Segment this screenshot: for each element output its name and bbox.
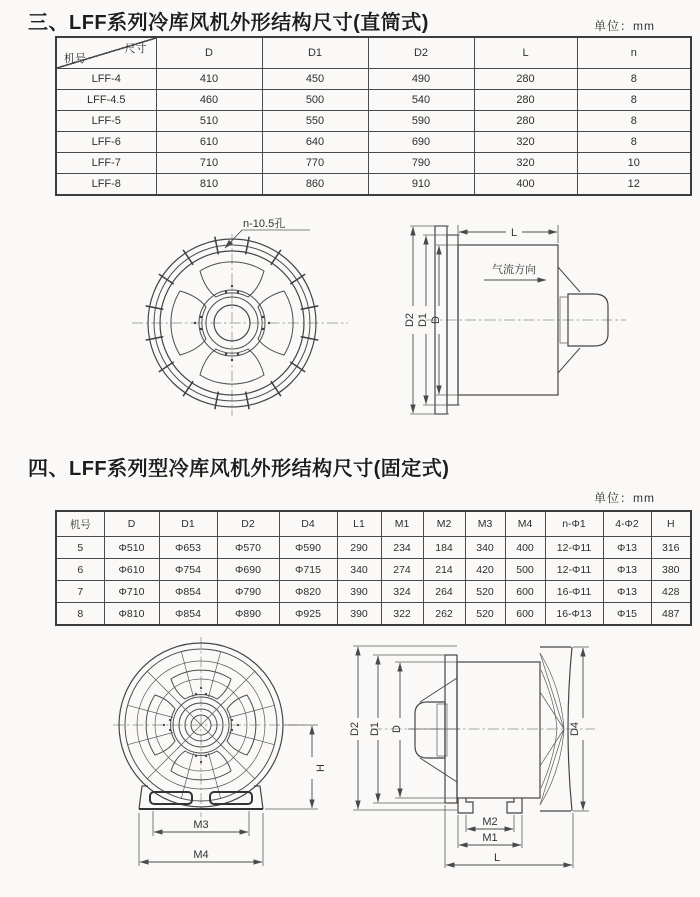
table-cell: 12-Φ11	[545, 559, 603, 581]
column-header: n	[577, 37, 691, 69]
table-cell: Φ13	[603, 559, 651, 581]
table-row	[56, 132, 691, 153]
column-header: D1	[159, 511, 217, 537]
table-cell: 262	[423, 603, 465, 626]
fixed-type-side-view-drawing	[345, 632, 630, 888]
column-header: M2	[423, 511, 465, 537]
table-cell: Φ790	[217, 581, 279, 603]
model-cell: LFF-8	[56, 174, 156, 196]
table-cell: Φ510	[104, 537, 159, 559]
table-cell: 8	[577, 69, 691, 90]
table-cell: 12-Φ11	[545, 537, 603, 559]
column-header: L	[474, 37, 577, 69]
table-cell: Φ690	[217, 559, 279, 581]
section1-title: 三、LFF系列冷库风机外形结构尺寸(直筒式)	[28, 12, 429, 34]
table-cell: Φ820	[279, 581, 337, 603]
airflow-annotation	[484, 262, 546, 280]
model-cell: 8	[56, 603, 104, 626]
corner-label-model: 机号	[64, 53, 86, 65]
section1-unit-label: 单位：mm	[594, 19, 655, 33]
table-cell: 10	[577, 153, 691, 174]
dia-outer-label: D2	[349, 721, 361, 737]
column-header: M3	[465, 511, 505, 537]
table-cell: Φ715	[279, 559, 337, 581]
table-cell: 280	[474, 69, 577, 90]
table-cell: 12	[577, 174, 691, 196]
length-dimension	[445, 805, 573, 868]
table-cell: 400	[505, 537, 545, 559]
airflow-label: 气流方向	[492, 264, 536, 276]
table-cell: 910	[368, 174, 474, 196]
table-cell: 590	[368, 111, 474, 132]
column-header: L1	[337, 511, 381, 537]
column-header: D1	[262, 37, 368, 69]
table-cell: Φ710	[104, 581, 159, 603]
height-label: H	[315, 764, 327, 772]
table-cell: 234	[381, 537, 423, 559]
table-cell: Φ653	[159, 537, 217, 559]
table-cell: 390	[337, 603, 381, 626]
column-header: n-Φ1	[545, 511, 603, 537]
table-cell: Φ570	[217, 537, 279, 559]
table-cell: 690	[368, 132, 474, 153]
table-cell: Φ854	[159, 603, 217, 626]
dia-outer-label: D2	[404, 312, 416, 328]
dia-inner-label: D	[391, 725, 403, 733]
diameter-dimensions	[349, 646, 457, 810]
fixed-type-dimension-table	[55, 510, 692, 626]
table-cell: 487	[651, 603, 691, 626]
table-cell: 16-Φ11	[545, 581, 603, 603]
dia-mid-label: D1	[369, 721, 381, 737]
model-cell: 6	[56, 559, 104, 581]
table-cell: 428	[651, 581, 691, 603]
table-cell: 320	[474, 153, 577, 174]
column-header: 4-Φ2	[603, 511, 651, 537]
column-header: D	[104, 511, 159, 537]
table-cell: 600	[505, 581, 545, 603]
table-cell: 610	[156, 132, 262, 153]
table-cell: 274	[381, 559, 423, 581]
table-cell: 214	[423, 559, 465, 581]
table-cell: 400	[474, 174, 577, 196]
table-cell: Φ925	[279, 603, 337, 626]
table-cell: 324	[381, 581, 423, 603]
table-corner-cell	[56, 37, 156, 69]
table-cell: Φ890	[217, 603, 279, 626]
dia-inner-label: D	[430, 316, 442, 324]
table-cell: 340	[465, 537, 505, 559]
model-cell: 7	[56, 581, 104, 603]
table-cell: 410	[156, 69, 262, 90]
m2-label: M2	[482, 816, 498, 828]
table-cell: 770	[262, 153, 368, 174]
table-cell: Φ854	[159, 581, 217, 603]
table-row	[56, 559, 691, 581]
fixed-type-front-view-drawing	[105, 633, 350, 888]
table-row	[56, 111, 691, 132]
table-row	[56, 603, 691, 626]
column-header: H	[651, 511, 691, 537]
table-cell: 860	[262, 174, 368, 196]
model-cell: LFF-4.5	[56, 90, 156, 111]
m4-label: M4	[193, 849, 209, 861]
m2-dimension	[466, 815, 514, 832]
column-header: D4	[279, 511, 337, 537]
table-cell: 16-Φ13	[545, 603, 603, 626]
table-header-row	[56, 37, 691, 69]
straight-type-dimension-table	[55, 36, 692, 196]
table-cell: Φ754	[159, 559, 217, 581]
table-cell: 340	[337, 559, 381, 581]
table-cell: 490	[368, 69, 474, 90]
mounting-feet	[458, 798, 522, 813]
table-cell: 460	[156, 90, 262, 111]
column-header: D	[156, 37, 262, 69]
table-cell: 8	[577, 132, 691, 153]
table-cell: Φ13	[603, 537, 651, 559]
table-cell: 710	[156, 153, 262, 174]
model-cell: LFF-6	[56, 132, 156, 153]
table-cell: Φ590	[279, 537, 337, 559]
table-cell: 380	[651, 559, 691, 581]
table-cell: Φ13	[603, 581, 651, 603]
table-cell: 500	[505, 559, 545, 581]
table-row	[56, 90, 691, 111]
motor	[408, 678, 460, 782]
model-cell: 5	[56, 537, 104, 559]
dia-right-label: D4	[569, 721, 581, 737]
length-dimension	[458, 225, 558, 243]
table-row	[56, 537, 691, 559]
table-header-row	[56, 511, 691, 537]
table-cell: 520	[465, 581, 505, 603]
straight-type-front-view-drawing	[130, 208, 350, 420]
table-cell: Φ810	[104, 603, 159, 626]
length-label: L	[493, 852, 501, 864]
table-row	[56, 581, 691, 603]
column-header: D2	[217, 511, 279, 537]
table-cell: 8	[577, 111, 691, 132]
table-cell: Φ610	[104, 559, 159, 581]
hole-callout	[225, 216, 310, 248]
length-label: L	[510, 227, 518, 239]
table-row	[56, 69, 691, 90]
straight-type-side-view-drawing	[398, 212, 633, 424]
table-cell: 390	[337, 581, 381, 603]
table-cell: 790	[368, 153, 474, 174]
table-row	[56, 153, 691, 174]
section2-title: 四、LFF系列型冷库风机外形结构尺寸(固定式)	[28, 458, 450, 480]
table-row	[56, 174, 691, 196]
table-cell: 540	[368, 90, 474, 111]
table-cell: 420	[465, 559, 505, 581]
table-cell: 316	[651, 537, 691, 559]
table-cell: 184	[423, 537, 465, 559]
table-cell: 640	[262, 132, 368, 153]
table-cell: 322	[381, 603, 423, 626]
table-cell: 8	[577, 90, 691, 111]
height-dimension	[265, 725, 327, 809]
table-cell: 264	[423, 581, 465, 603]
dia-mid-label: D1	[417, 312, 429, 328]
table-cell: 550	[262, 111, 368, 132]
table-cell: 520	[465, 603, 505, 626]
column-header: M1	[381, 511, 423, 537]
column-header: D2	[368, 37, 474, 69]
table-cell: 280	[474, 90, 577, 111]
table-cell: Φ15	[603, 603, 651, 626]
table-cell: 810	[156, 174, 262, 196]
corner-label-size: 尺寸	[124, 43, 147, 55]
m1-label: M1	[482, 832, 498, 844]
hole-count-label: n-10.5孔	[243, 218, 286, 230]
table-cell: 450	[262, 69, 368, 90]
model-cell: LFF-7	[56, 153, 156, 174]
column-header: M4	[505, 511, 545, 537]
table-cell: 320	[474, 132, 577, 153]
table-cell: 600	[505, 603, 545, 626]
model-cell: LFF-5	[56, 111, 156, 132]
column-header: 机号	[56, 511, 104, 537]
table-cell: 290	[337, 537, 381, 559]
table-cell: 500	[262, 90, 368, 111]
m3-label: M3	[193, 819, 209, 831]
model-cell: LFF-4	[56, 69, 156, 90]
table-cell: 280	[474, 111, 577, 132]
table-cell: 510	[156, 111, 262, 132]
section2-unit-label: 单位：mm	[594, 491, 655, 505]
